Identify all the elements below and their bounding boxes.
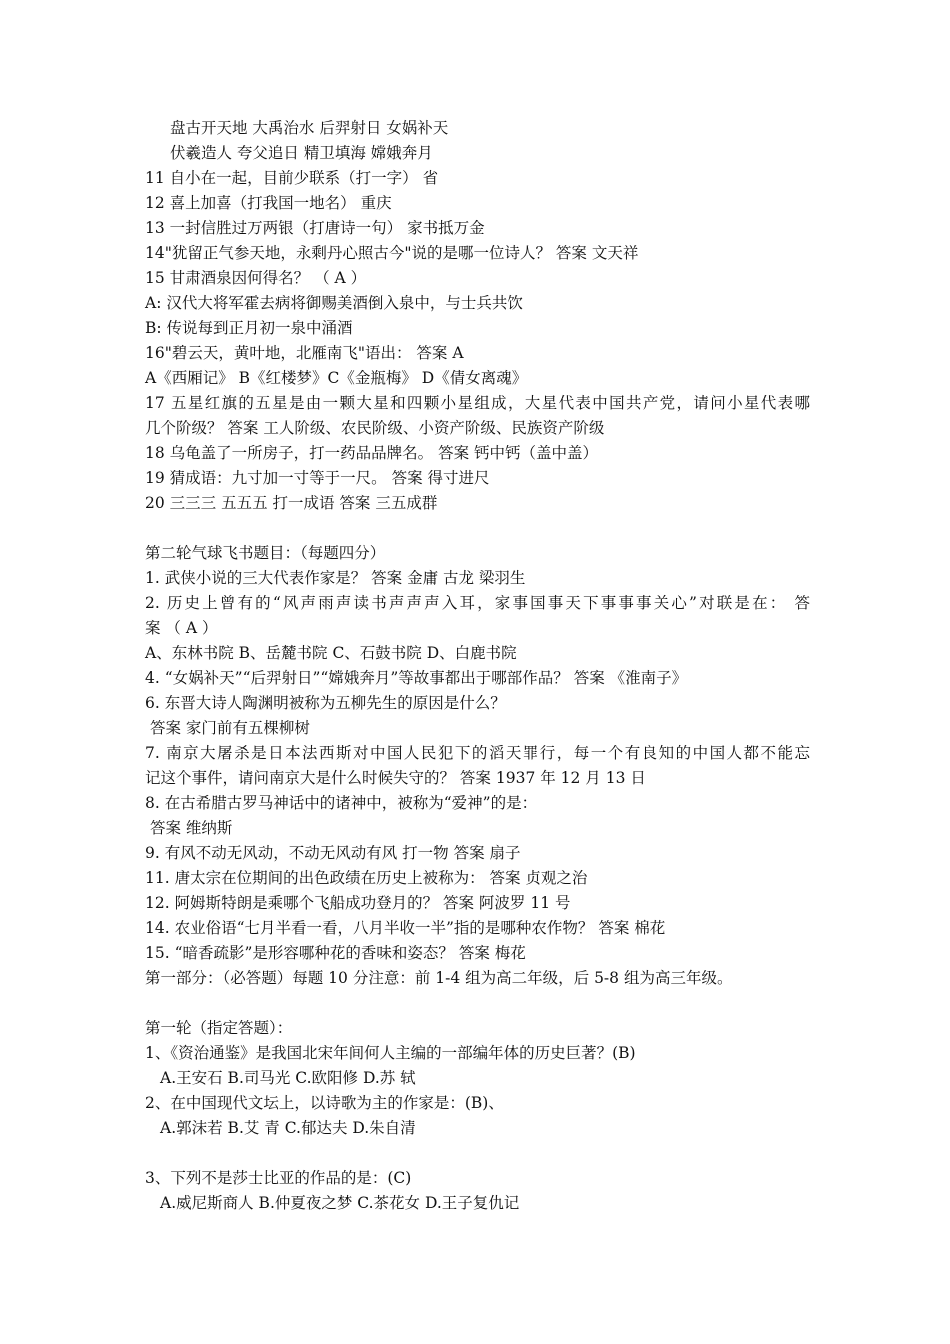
question-15: 15 甘肃酒泉因何得名？ （ A ） [145, 269, 367, 287]
question-1c: 1、《资治通鉴》是我国北宋年间何人主编的一部编年体的历史巨著？(B) [145, 1044, 636, 1062]
question-3c: 3、下列不是莎士比亚的作品的是：(C) [145, 1169, 412, 1187]
question-20: 20 三三三 五五五 打一成语 答案 三五成群 [145, 494, 438, 512]
question-14b: 14. 农业俗语“七月半看一看，八月半收一半”指的是哪种农作物？ 答案 棉花 [145, 919, 666, 937]
answer-line: 几个阶级？ 答案 工人阶级、农民阶级、小资产阶级、民族资产阶级 [145, 419, 605, 437]
question-18: 18 乌龟盖了一所房子，打一药品品牌名。 答案 钙中钙（盖中盖） [145, 444, 599, 462]
option-line: A.王安石 B.司马光 C.欧阳修 D.苏 轼 [160, 1069, 416, 1087]
question-7: 7. 南京大屠杀是日本法西斯对中国人民犯下的滔天罪行，每一个有良知的中国人都不能忘 [145, 744, 810, 762]
question-11b: 11. 唐太宗在位期间的出色政绩在历史上被称为： 答案 贞观之治 [145, 869, 588, 887]
question-2c: 2、在中国现代文坛上，以诗歌为主的作家是：(B)、 [145, 1094, 504, 1112]
question-11: 11 自小在一起，目前少联系（打一字） 省 [145, 169, 439, 187]
option-line: A.郭沫若 B.艾 青 C.郁达夫 D.朱自清 [160, 1119, 416, 1137]
question-4: 4. “女娲补天”“后羿射日”“嫦娥奔月”等故事都出于哪部作品？ 答案 《淮南子》 [145, 669, 688, 687]
question-19: 19 猜成语：九寸加一寸等于一尺。 答案 得寸进尺 [145, 469, 490, 487]
option-line: A: 汉代大将军霍去病将御赐美酒倒入泉中，与士兵共饮 [145, 294, 523, 312]
answer-line: 案 （ A ） [145, 619, 218, 637]
question-15b: 15. “暗香疏影”是形容哪种花的香味和姿态？ 答案 梅花 [145, 944, 526, 962]
question-12b: 12. 阿姆斯特朗是乘哪个飞船成功登月的？ 答案 阿波罗 11 号 [145, 894, 571, 912]
text-line: 盘古开天地 大禹治水 后羿射日 女娲补天 [170, 119, 449, 137]
section-heading: 第一轮（指定答题）： [145, 1019, 293, 1037]
question-16: 16"碧云天，黄叶地，北雁南飞"语出： 答案 A [145, 344, 464, 362]
option-line: A.威尼斯商人 B.仲夏夜之梦 C.茶花女 D.王子复仇记 [160, 1194, 520, 1212]
option-line: B: 传说每到正月初一泉中涌酒 [145, 319, 353, 337]
option-line: A《西厢记》 B《红楼梦》C《金瓶梅》 D《倩女离魂》 [145, 369, 528, 387]
question-8: 8. 在古希腊古罗马神话中的诸神中，被称为“爱神”的是： [145, 794, 538, 812]
question-1: 1. 武侠小说的三大代表作家是？ 答案 金庸 古龙 梁羽生 [145, 569, 526, 587]
question-2: 2. 历史上曾有的“风声雨声读书声声声入耳，家事国事天下事事事关心”对联是在： 答 [145, 594, 810, 612]
section-heading: 第二轮气球飞书题目：（每题四分） [145, 544, 386, 562]
question-9: 9. 有风不动无风动，不动无风动有风 打一物 答案 扇子 [145, 844, 521, 862]
answer-line: 答案 维纳斯 [150, 819, 233, 837]
answer-line: 记这个事件，请问南京大是什么时候失守的？ 答案 1937 年 12 月 13 日 [145, 769, 646, 787]
question-13: 13 一封信胜过万两银（打唐诗一句） 家书抵万金 [145, 219, 485, 237]
question-17: 17 五星红旗的五星是由一颗大星和四颗小星组成，大星代表中国共产党，请问小星代表哪 [145, 394, 810, 412]
answer-line: 答案 家门前有五棵柳树 [150, 719, 310, 737]
section-heading: 第一部分：（必答题）每题 10 分注意：前 1-4 组为高二年级，后 5-8 组为高三年级。 [145, 969, 733, 987]
question-6: 6. 东晋大诗人陶渊明被称为五柳先生的原因是什么？ [145, 694, 506, 712]
question-14: 14"犹留正气参天地，永剩丹心照古今"说的是哪一位诗人？ 答案 文天祥 [145, 244, 639, 262]
text-line: 伏羲造人 夸父追日 精卫填海 嫦娥奔月 [170, 144, 433, 162]
question-12: 12 喜上加喜（打我国一地名） 重庆 [145, 194, 392, 212]
option-line: A、东林书院 B、岳麓书院 C、石鼓书院 D、白鹿书院 [145, 644, 517, 662]
